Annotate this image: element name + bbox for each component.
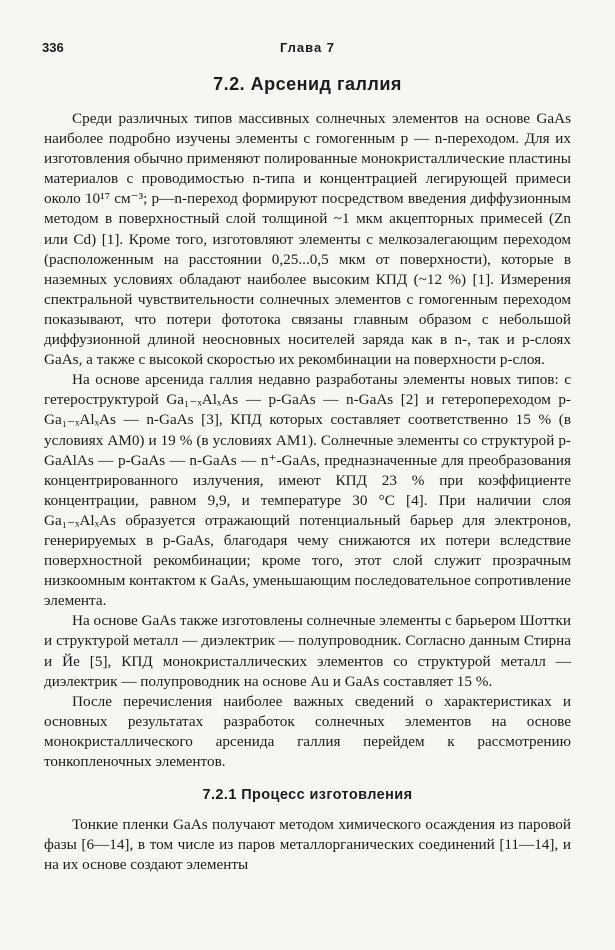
subsection-heading: 7.2.1 Процесс изготовления — [202, 787, 413, 804]
paragraph: После перечисления наиболее важных сведений о характеристиках и основных результатах разработок солнечных элементов на основе монокристаллического арсенида галлия перейдем к рассмотрению тонкопленочных элементов. — [44, 692, 571, 770]
section-heading: 7.2. Арсенид галлия — [213, 74, 402, 94]
body-text — [44, 109, 571, 875]
paragraph: На основе арсенида галлия недавно разработаны элементы новых типов: с гетероструктурой Ga₁₋ₓAlₓAs — p-GaAs — n-GaAs [2] и гетеропереходом p-Ga₁₋ₓAlₓAs — n-GaAs [3], КПД которых составляет соответственно 15 % (в условиях AM0) и 19 % (в условиях AM1). Солнечные элементы со структурой p-GaAlAs — p-GaAs — n-GaAs — n⁺-GaAs, предназначенные для преобразования концентрированного излучения, имеют КПД 23 % при коэффициенте концентрации, равном 9,9, и температуре 30 °C [4]. При наличии слоя Ga₁₋ₓAlₓAs образуется отражающий потенциальный барьер для электронов, генерируемых в p-GaAs, благодаря чему снижаются их потери вследствие поверхностной рекомбинации; кроме того, этот слой служит прозрачным низкоомным контактом к GaAs, уменьшающим последовательное сопротивление элемента. — [44, 371, 571, 610]
chapter-title: Глава 7 — [279, 40, 336, 55]
paragraph: На основе GaAs также изготовлены солнечные элементы с барьером Шоттки и структурой металл — диэлектрик — полупроводник. Согласно данным Стирна и Йе [5], КПД монокристаллических элементов со структурой металл — диэлектрик — полупроводник на основе Au и GaAs составляет 15 %. — [44, 612, 571, 690]
paragraph: Тонкие пленки GaAs получают методом химического осаждения из паровой фазы [6—14], в том числе из паров металлорганических соединений [11—14], и на их основе создают элементы — [44, 816, 571, 874]
running-header — [42, 40, 573, 60]
paragraph: Среди различных типов массивных солнечных элементов на основе GaAs наиболее подробно изучены элементы с гомогенным p — n-переходом. Для их изготовления обычно применяют полированные монокристаллические пластины материалов с проводимостью n-типа и концентрацией легирующей примеси около 10¹⁷ см⁻³; p—n-переход формируют посредством введения диффузионным методом в поверхностный слой толщиной ~1 мкм акцепторных примесей (Zn или Cd) [1]. Кроме того, изготовляют элементы с мелкозалегающим переходом (расположенным на расстоянии 0,25...0,5 мкм от поверхности), которые в наземных условиях обладают наиболее высоким КПД (~12 %) [1]. Измерения спектральной чувствительности солнечных элементов с гомогенным переходом показывают, что потери фототока связаны главным образом с небольшой диффузионной длиной неосновных носителей заряда как в n-, так и p-слоях GaAs, а также с высокой скоростью их рекомбинации на поверхности p-слоя. — [44, 110, 571, 369]
page-number: 336 — [42, 40, 64, 55]
